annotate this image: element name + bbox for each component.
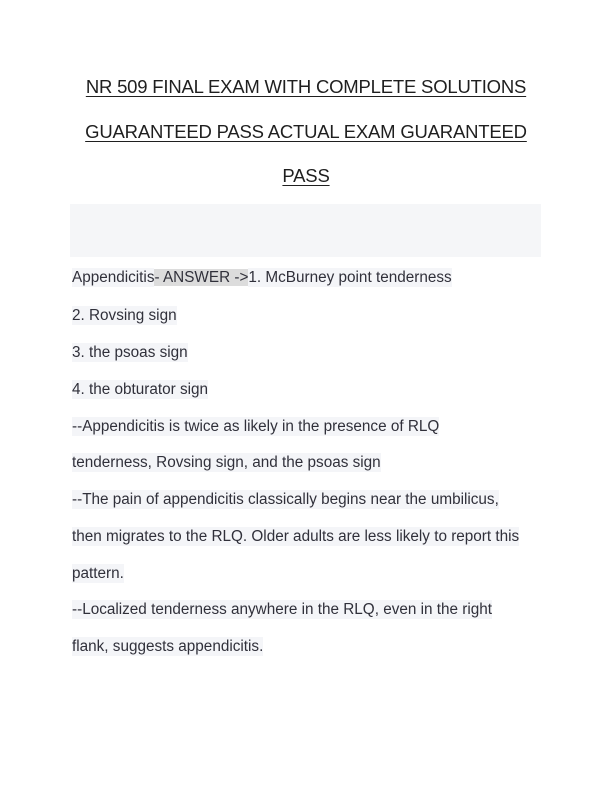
blank-shaded-box [70,204,541,257]
answer-text: 3. the psoas sign [72,344,188,361]
question-line [72,268,452,288]
answer-first-item: 1. McBurney point tenderness [248,269,452,286]
document-title-line-1: NR 509 FINAL EXAM WITH COMPLETE SOLUTIONS [85,76,527,97]
answer-line [72,343,188,363]
answer-line [72,453,381,473]
answer-text: tenderness, Rovsing sign, and the psoas sign [72,454,381,471]
document-title-line-2: GUARANTEED PASS ACTUAL EXAM GUARANTEED [85,121,527,142]
answer-line [72,306,177,326]
answer-text: then migrates to the RLQ. Older adults are less likely to report this [72,528,520,545]
answer-line [72,380,208,400]
answer-text: 4. the obturator sign [72,381,209,398]
answer-line [72,527,519,547]
question-term: Appendicitis [72,269,155,286]
answer-marker: - ANSWER -> [154,269,249,286]
answer-text: --Appendicitis is twice as likely in the presence of RLQ [72,418,440,435]
answer-line [72,490,499,510]
answer-line [72,564,124,584]
document-title-line-3: PASS [282,165,330,186]
answer-text: --Localized tenderness anywhere in the RLQ, even in the right [72,601,493,618]
answer-line [72,637,263,657]
answer-line [72,417,439,437]
answer-text: flank, suggests appendicitis. [72,638,264,655]
answer-text: pattern. [72,565,124,582]
answer-text: --The pain of appendicitis classically begins near the umbilicus, [72,491,499,508]
answer-line [72,600,492,620]
answer-text: 2. Rovsing sign [72,307,177,324]
